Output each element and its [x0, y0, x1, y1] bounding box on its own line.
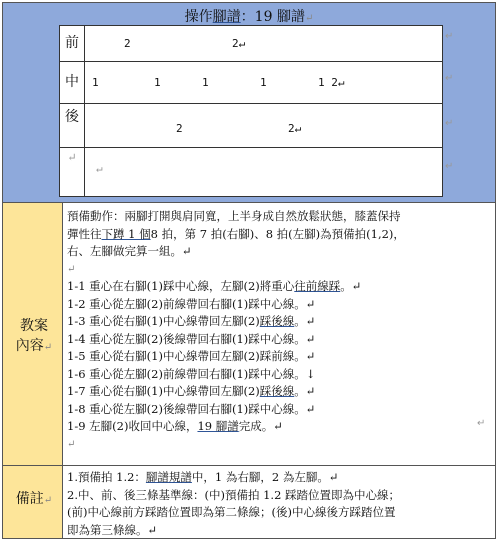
step-line: 1-8 重心從左腳(2)後線帶回右腳(1)踩中心線。↵ [67, 401, 316, 416]
note-link: 腳譜規譜 [145, 470, 192, 484]
note-line: 即為第三條線。↵ [67, 522, 158, 537]
notes-content [67, 469, 400, 539]
grid-row-empty [60, 148, 442, 196]
prep-line: 彈性往下蹲 1 個8 拍，第 7 拍(右腳)、8 拍(左腳)為預備拍(1,2)， [67, 226, 405, 241]
paragraph-mark-icon: ↵ [43, 342, 53, 353]
step-line: 1-6 重心從左腳(2)前線帶回右腳(1)踩中心線。↓ [67, 366, 316, 381]
row-end-mark-icon: ↵ [477, 418, 486, 429]
step-line: 1-5 重心從右腳(1)中心線帶回左腳(2)踩前線。↵ [67, 349, 316, 363]
prep-link: 下蹲 1 個 [101, 226, 151, 241]
page-title [3, 6, 495, 26]
step-line: 1-7 重心從右腳(1)中心線帶回左腳(2)踩後線。↵ [67, 384, 316, 398]
teaching-label [11, 316, 57, 358]
paragraph-mark-icon: ↵ [43, 495, 53, 506]
grid-cell: 2↵ [232, 37, 246, 50]
title-prefix: 操作 [184, 9, 213, 25]
title-rest: ：19 腳譜 [240, 9, 305, 25]
grid-cell: 1 [202, 76, 209, 89]
title-link: 腳譜 [212, 9, 241, 25]
grid-cell: 2 [176, 122, 183, 135]
note-line: 1.預備拍 1.2：腳譜規譜中，1 為右腳，2 為左腳。↵ [67, 470, 339, 484]
grid-cell: 1 [92, 76, 99, 89]
teaching-content [67, 208, 405, 453]
step-line: 1-1 重心在右腳(1)踩中心線，左腳(2)將重心往前線踩。↵ [67, 279, 362, 293]
row-label-front: 前 [60, 26, 85, 61]
label-column [3, 202, 62, 538]
divider [3, 202, 495, 203]
grid-row-front [60, 26, 442, 62]
grid-cell: 1 [260, 76, 267, 89]
grid-cell: ↵ [96, 162, 103, 175]
paragraph-mark-icon: ↵ [67, 263, 76, 275]
step-line: 1-2 重心從左腳(2)前線帶回右腳(1)踩中心線。↵ [67, 296, 316, 311]
teaching-label-line2: 內容 [15, 338, 44, 354]
prep-line: 預備動作：兩腳打開與肩同寬，上半身成自然放鬆狀態，膝蓋保持 [67, 209, 401, 223]
note-line: (前)中心線前方踩踏位置即為第二條線；(後)中心線後方踩踏位置 [67, 505, 396, 519]
step-line: 1-9 左腳(2)收回中心線，19 腳譜完成。↵ [67, 419, 283, 433]
row-end-mark-icon: ↵ [445, 73, 454, 84]
divider [62, 202, 63, 538]
grid-row-back [60, 104, 442, 148]
grid-row-center [60, 62, 442, 104]
divider [3, 465, 495, 466]
grid-cell: 2 [124, 37, 131, 50]
teaching-label-line1: 教案 [20, 318, 48, 334]
note-line: 2.中、前、後三條基準線：(中)預備拍 1.2 踩踏位置即為中心線； [67, 487, 401, 502]
row-label-center: 中 [60, 62, 85, 103]
paragraph-mark-icon: ↵ [304, 13, 314, 24]
grid-cell: 1 2↵ [318, 76, 345, 89]
grid-cell: 1 [154, 76, 161, 89]
document-table [2, 2, 496, 539]
prep-line: 右、左腳做完算一組。↵ [67, 244, 192, 258]
paragraph-mark-icon: ↵ [67, 438, 76, 450]
notes-label: 備註↵ [15, 491, 53, 507]
row-end-mark-icon: ↵ [445, 161, 454, 172]
row-end-mark-icon: ↵ [445, 31, 454, 42]
step-line: 1-3 重心從右腳(1)中心線帶回左腳(2)踩後線。↵ [67, 314, 316, 328]
row-label-empty: ↵ [60, 148, 85, 196]
row-label-back: 後 [60, 104, 85, 147]
step-line: 1-4 重心從左腳(2)後線帶回右腳(1)踩中心線。↵ [67, 331, 316, 346]
grid-cell: 2↵ [288, 122, 302, 135]
foot-pattern-grid [59, 25, 443, 197]
row-end-mark-icon: ↵ [445, 118, 454, 129]
